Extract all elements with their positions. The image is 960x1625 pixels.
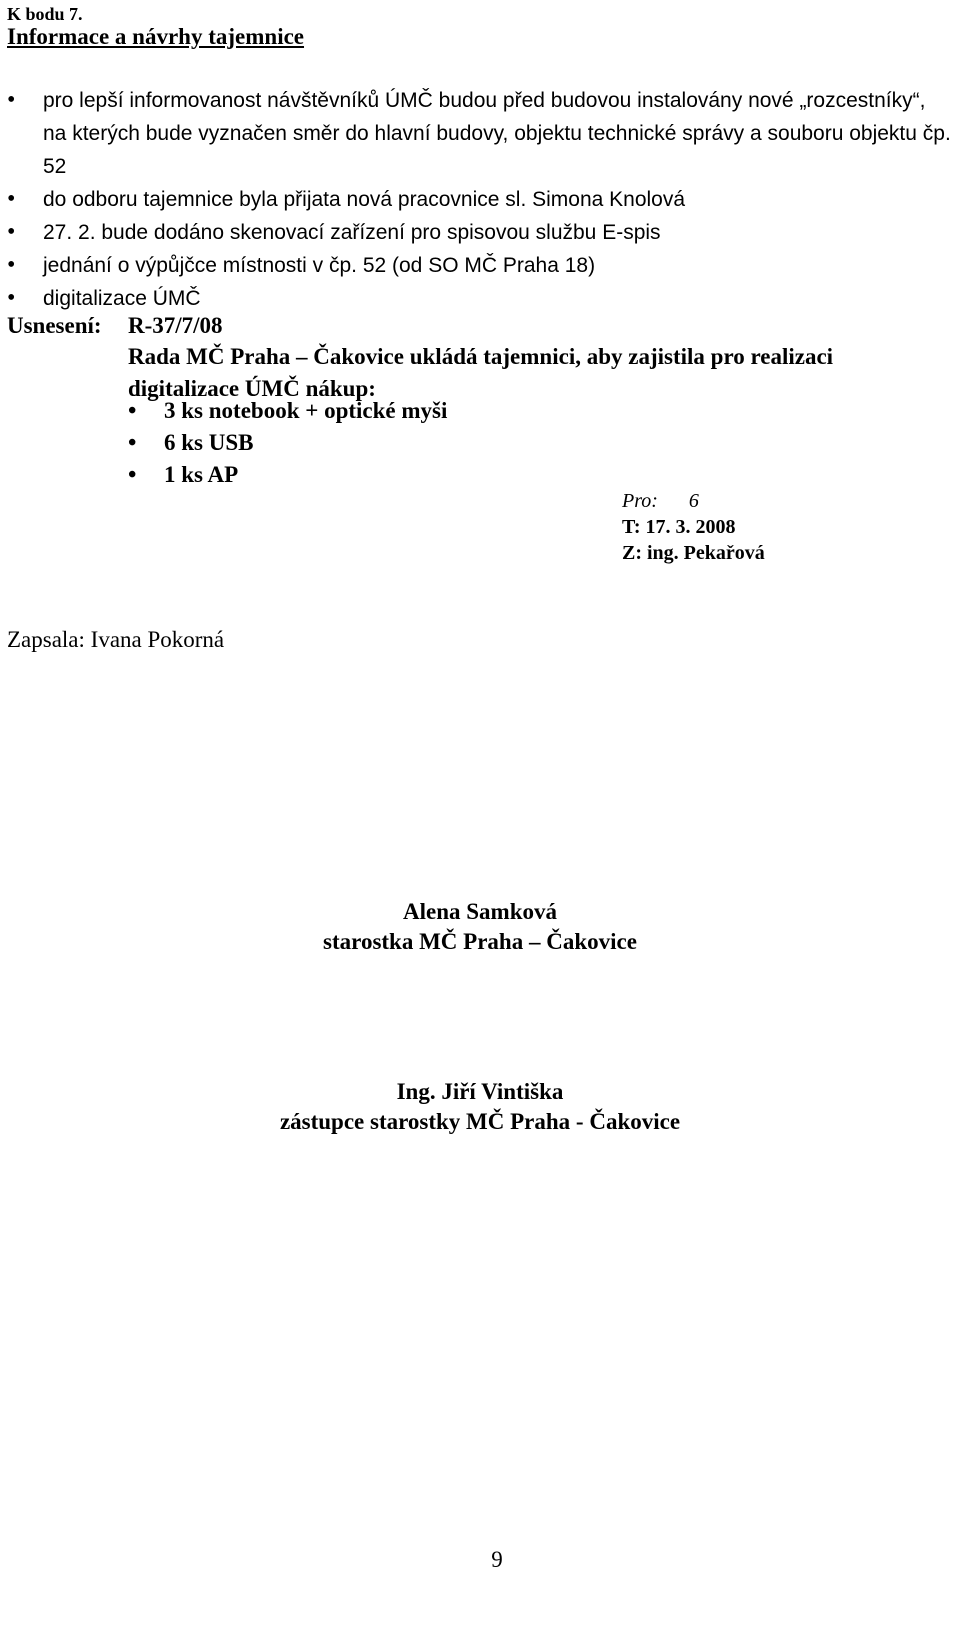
bullet-icon: •: [7, 186, 16, 212]
list-item: [7, 84, 952, 183]
signature-role: starostka MČ Praha – Čakovice: [323, 929, 637, 954]
information-list: [7, 84, 952, 315]
responsible-person: Z: ing. Pekařová: [622, 542, 765, 564]
bullet-icon: •: [7, 219, 16, 245]
purchase-item-text: 3 ks notebook + optické myši: [164, 398, 448, 423]
list-item-text: jednání o výpůjčce místnosti v čp. 52 (od SO MČ Praha 18): [43, 254, 596, 277]
list-item-text: 27. 2. bude dodáno skenovací zařízení pro spisovou službu E-spis: [43, 221, 661, 244]
bullet-icon: •: [7, 252, 16, 278]
list-item: [7, 183, 952, 216]
list-item-text: do odboru tajemnice byla přijata nová pracovnice sl. Simona Knolová: [43, 188, 686, 211]
resolution-id: R-37/7/08: [128, 313, 223, 338]
bullet-icon: •: [128, 398, 137, 424]
bullet-icon: •: [128, 462, 137, 488]
purchase-item-text: 6 ks USB: [164, 430, 254, 455]
bullet-icon: •: [7, 87, 16, 113]
bullet-icon: •: [7, 285, 16, 311]
resolution-label: Usnesení:: [7, 313, 102, 338]
list-item: [7, 249, 952, 282]
purchase-list: [128, 395, 447, 491]
vote-count: 6: [688, 490, 699, 512]
purchase-item-text: 1 ks AP: [164, 462, 239, 487]
purchase-item: [128, 459, 447, 491]
deadline: T: 17. 3. 2008: [622, 516, 736, 538]
page-number: 9: [491, 1547, 503, 1572]
purchase-item: [128, 395, 447, 427]
bullet-icon: •: [128, 430, 137, 456]
vote-label: Pro:: [622, 490, 658, 512]
agenda-item-number: K bodu 7.: [7, 4, 83, 24]
list-item-text: pro lepší informovanost návštěvníků ÚMČ budou před budovou instalovány nové „rozcestníky“, na kterých bude vyznačen směr do hlavní budovy, objektu technické správy a souboru objektu čp. 52: [43, 89, 951, 178]
recorded-by: Zapsala: Ivana Pokorná: [7, 627, 225, 652]
list-item-text: digitalizace ÚMČ: [43, 287, 201, 310]
resolution-text: Rada MČ Praha – Čakovice ukládá tajemnici, aby zajistila pro realizaci digitalizace ÚMČ nákup:: [128, 344, 834, 401]
list-item: [7, 216, 952, 249]
signature-name: Alena Samková: [403, 899, 557, 924]
signature-name: Ing. Jiří Vintiška: [396, 1079, 564, 1104]
vote-result: [622, 488, 699, 514]
signature-role: zástupce starostky MČ Praha - Čakovice: [279, 1109, 681, 1134]
purchase-item: [128, 427, 447, 459]
section-heading: Informace a návrhy tajemnice: [7, 24, 305, 49]
